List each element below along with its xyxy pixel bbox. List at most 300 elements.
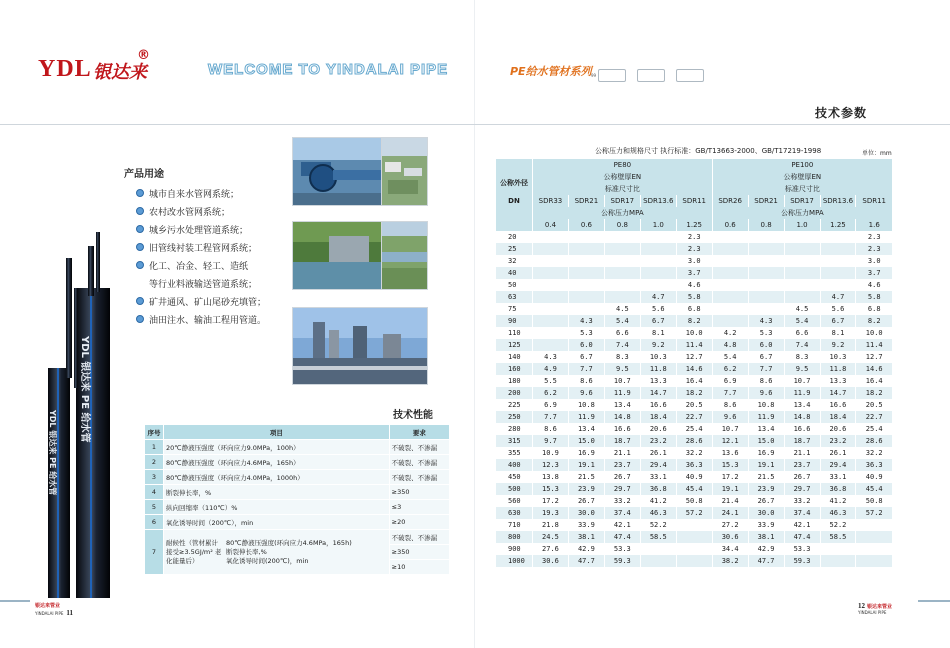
spec-cell [820,267,856,279]
spec-cell: 16.9 [568,447,604,459]
spec-cell: 57.2 [676,507,712,519]
spec-cell [533,291,569,303]
spec-dn: 75 [496,303,533,315]
spec-cell: 5.6 [820,303,856,315]
spec-cell [820,231,856,243]
spec-cell: 32.2 [856,447,892,459]
spec-cell: 10.7 [784,375,820,387]
spec-cell: 6.6 [604,327,640,339]
uses-list [136,184,266,328]
perf-req: 不破裂、不渗漏 [389,530,449,545]
spec-cell: 9.6 [712,411,748,423]
spec-cell: 36.8 [820,483,856,495]
spec-cell [748,291,784,303]
spec-unit: 单位：mm [862,150,892,157]
footer-left [35,602,73,617]
spec-cell [640,231,676,243]
spec-row [496,279,893,291]
spec-dn: 180 [496,375,533,387]
perf-row [145,455,450,470]
spec-dn: 32 [496,255,533,267]
spec-cell: 17.2 [533,495,569,507]
spec-cell: 10.8 [568,399,604,411]
spec-cell: 19.3 [533,507,569,519]
spec-cell: 37.4 [604,507,640,519]
spec-cell [820,255,856,267]
spec-cell: 18.4 [820,411,856,423]
header-box [637,69,665,82]
spec-h-pressure-pe100: 公称压力MPA [712,207,892,219]
spec-cell: 19.1 [568,459,604,471]
spec-cell: 29.4 [640,459,676,471]
header-mark: 99 [591,73,597,78]
spec-row [496,255,893,267]
spec-cell [784,255,820,267]
pipe-print-product: PE 给水管 [79,394,90,443]
spec-cell: 15.0 [568,435,604,447]
spec-cell [604,267,640,279]
perf-req: 不破裂、不渗漏 [389,455,449,470]
spec-cell: 30.0 [568,507,604,519]
use-item [136,220,266,238]
spec-cell: 6.2 [533,387,569,399]
spec-cell [712,291,748,303]
spec-cell: 9.2 [640,339,676,351]
use-item-text: 旧管线衬装工程管网系统； [149,243,258,254]
spec-cell: 14.8 [604,411,640,423]
spec-cell: 42.1 [784,519,820,531]
spec-cell: 52.2 [820,519,856,531]
spec-row [496,471,893,483]
spec-cell: 32.2 [676,447,712,459]
spec-cell: 13.3 [820,375,856,387]
spec-cell: 5.5 [533,375,569,387]
spec-cell: 20.5 [856,399,892,411]
spec-cell: 9.5 [604,363,640,375]
spec-cell [568,243,604,255]
spec-cell: 47.7 [748,555,784,567]
spec-cell: 18.2 [676,387,712,399]
spec-cell: 6.0 [568,339,604,351]
spec-cell: 15.3 [533,483,569,495]
spec-cell: 26.7 [568,495,604,507]
spec-cell [856,555,892,567]
spec-cell: 53.3 [604,543,640,555]
spec-cell: 13.4 [784,399,820,411]
spec-cell: 24.5 [533,531,569,543]
spec-cell: 6.7 [640,315,676,327]
header-box [676,69,704,82]
spec-cell: 6.7 [748,351,784,363]
spec-cell: 21.8 [533,519,569,531]
perf-item: 纵向回缩率（110℃）% [164,500,390,515]
spec-h-wall-pe100: 公称壁厚EN [712,171,892,183]
spec-sdr-label: SDR21 [568,195,604,207]
spec-dn: 20 [496,231,533,243]
brand-logo-cn: 银达来 [93,62,147,83]
footer-left-cn: 银达来管业 [35,603,61,609]
photo-river-waterworks [292,221,383,290]
spec-cell: 34.4 [712,543,748,555]
spec-cell: 6.6 [784,327,820,339]
spec-dn: 355 [496,447,533,459]
spec-dn: 50 [496,279,533,291]
bullet-icon [136,315,144,323]
spec-cell: 33.2 [604,495,640,507]
use-item [136,310,266,328]
perf-no: 3 [145,470,164,485]
spec-cell: 4.6 [676,279,712,291]
spec-row [496,339,893,351]
spec-cell [640,279,676,291]
spec-cell [748,279,784,291]
perf-req: 不破裂、不渗漏 [389,470,449,485]
spec-h-sdr-pe100: 标准尺寸比 [712,183,892,195]
pipe-print-brand: YDL [48,410,57,428]
spec-cell: 25.4 [676,423,712,435]
spec-cell: 20.5 [676,399,712,411]
spec-cell: 6.2 [712,363,748,375]
spec-cell: 16.6 [640,399,676,411]
spec-cell [568,267,604,279]
perf-item-weather [164,530,390,575]
spec-cell: 26.7 [604,471,640,483]
spec-cell: 24.1 [712,507,748,519]
spec-dn: 450 [496,471,533,483]
spec-cell: 23.9 [748,483,784,495]
spec-cell: 33.1 [640,471,676,483]
spec-cell: 16.6 [604,423,640,435]
spec-cell: 33.2 [784,495,820,507]
spec-cell [604,279,640,291]
spec-sdr-label: SDR13.6 [640,195,676,207]
spec-cell: 2.3 [856,243,892,255]
spec-cell: 28.6 [676,435,712,447]
spec-cell: 29.7 [604,483,640,495]
spec-dn: 125 [496,339,533,351]
spec-pressure-label: 1.0 [784,219,820,231]
perf-weather-sub: 断裂伸长率,% [226,547,267,556]
spec-cell [712,303,748,315]
spec-cell [784,231,820,243]
perf-req: 不破裂、不渗漏 [389,440,449,455]
spec-h-wall-pe80: 公称壁厚EN [533,171,713,183]
spec-row [496,363,893,375]
spec-cell: 50.8 [676,495,712,507]
spec-cell: 8.1 [820,327,856,339]
spec-cell: 40.9 [856,471,892,483]
pipe-print-brand-cn: 银达来 [79,361,90,392]
spec-row [496,483,893,495]
spec-cell [604,231,640,243]
spec-cell [784,267,820,279]
spec-cell: 8.2 [856,315,892,327]
spec-cell [712,243,748,255]
spec-cell: 14.6 [676,363,712,375]
spec-cell: 14.7 [640,387,676,399]
spec-cell: 11.4 [676,339,712,351]
spec-h-blank [496,207,533,219]
spec-cell: 8.6 [712,399,748,411]
spec-h-dn: DN [496,195,533,207]
spec-cell [748,267,784,279]
use-item [136,202,266,220]
spec-dn: 110 [496,327,533,339]
spec-dn: 25 [496,243,533,255]
spec-pressure-label: 1.25 [820,219,856,231]
spec-pressure-label: 0.8 [748,219,784,231]
spec-row [496,423,893,435]
spec-cell: 25.4 [856,423,892,435]
spec-row [496,543,893,555]
spec-cell: 8.1 [640,327,676,339]
spec-cell: 22.7 [676,411,712,423]
spec-sdr-label: SDR33 [533,195,569,207]
spec-cell: 23.2 [820,435,856,447]
photo-treatment-plant [381,137,428,206]
spec-cell: 22.7 [856,411,892,423]
bullet-icon [136,189,144,197]
performance-table [144,424,450,575]
spec-pressure-label: 0.6 [568,219,604,231]
spec-cell [533,255,569,267]
spec-cell: 46.3 [820,507,856,519]
pipe-print-product: PE 给水管 [48,457,57,496]
spec-cell [856,519,892,531]
spec-cell [748,231,784,243]
spec-cell: 47.7 [568,555,604,567]
spec-cell [568,255,604,267]
spec-pressure-label: 1.25 [676,219,712,231]
spec-dn: 630 [496,507,533,519]
perf-row [145,440,450,455]
spec-cell: 7.7 [748,363,784,375]
spec-dn: 140 [496,351,533,363]
spec-cell: 16.4 [676,375,712,387]
spec-cell: 29.4 [820,459,856,471]
spec-cell: 45.4 [676,483,712,495]
photo-water-pipeline [292,137,383,206]
perf-row [145,485,450,500]
spec-sdr-label: SDR17 [784,195,820,207]
uses-title: 产品用途 [124,169,164,180]
footer-right-cn: 银达来管业 [867,604,893,610]
spec-cell [533,279,569,291]
spec-cell: 3.7 [856,267,892,279]
spec-cell: 13.4 [748,423,784,435]
spec-cell: 4.7 [640,291,676,303]
spec-cell: 11.8 [820,363,856,375]
spec-cell [712,315,748,327]
spec-cell [712,231,748,243]
use-item-text: 城市自来水管网系统； [149,189,240,200]
spec-cell: 5.3 [568,327,604,339]
spec-cell [533,231,569,243]
spec-cell: 5.4 [604,315,640,327]
spec-pressure-label: 1.0 [640,219,676,231]
spec-row [496,303,893,315]
spec-cell: 52.2 [640,519,676,531]
spec-cell: 27.2 [712,519,748,531]
spec-cell: 2.3 [676,231,712,243]
spec-cell: 59.3 [784,555,820,567]
spec-cell: 5.8 [856,291,892,303]
spec-cell [676,531,712,543]
spec-cell [676,555,712,567]
spec-h-pe100: PE100 [712,159,892,171]
spec-cell: 18.4 [640,411,676,423]
spec-cell [712,279,748,291]
perf-no: 7 [145,530,164,575]
spec-cell: 33.1 [820,471,856,483]
spec-dn: 800 [496,531,533,543]
spec-cell [604,243,640,255]
use-item [136,184,266,202]
header-divider [0,124,950,125]
spec-row [496,459,893,471]
spec-cell: 5.4 [712,351,748,363]
spec-cell: 3.0 [856,255,892,267]
bullet-icon [136,207,144,215]
spec-cell [748,243,784,255]
spec-row [496,243,893,255]
spec-cell [533,243,569,255]
perf-req: ≥350 [389,545,449,560]
spec-cell [748,303,784,315]
spec-cell: 38.1 [568,531,604,543]
footer-bar [918,600,950,602]
spec-cell: 6.7 [820,315,856,327]
spec-cell: 33.9 [748,519,784,531]
spec-cell: 4.3 [533,351,569,363]
spec-cell: 13.8 [533,471,569,483]
perf-row [145,500,450,515]
spec-cell: 12.7 [856,351,892,363]
spec-cell [820,543,856,555]
spec-row [496,375,893,387]
spec-dn: 90 [496,315,533,327]
spec-cell: 9.5 [784,363,820,375]
spec-sdr-label: SDR26 [712,195,748,207]
spec-cell: 26.7 [748,495,784,507]
spec-cell: 5.8 [676,291,712,303]
spec-cell: 6.0 [748,339,784,351]
spec-cell: 11.9 [784,387,820,399]
spec-cell: 20.6 [820,423,856,435]
spec-cell: 4.6 [856,279,892,291]
spec-dn: 710 [496,519,533,531]
spec-dn: 400 [496,459,533,471]
spec-cell [676,543,712,555]
page-number-right: 12 [858,602,865,610]
spec-cell: 21.5 [568,471,604,483]
spec-row [496,267,893,279]
spec-cell: 6.7 [568,351,604,363]
spec-dn: 225 [496,399,533,411]
footer-bar [0,600,30,602]
spec-cell: 11.8 [640,363,676,375]
spec-cell: 13.6 [712,447,748,459]
spec-cell [784,291,820,303]
spec-cell [568,303,604,315]
welcome-banner: WELCOME TO YINDALAI PIPE [208,61,449,78]
spec-cell: 4.2 [712,327,748,339]
spec-cell: 10.7 [712,423,748,435]
spec-cell [820,555,856,567]
spec-cell: 33.9 [568,519,604,531]
spec-cell [856,531,892,543]
spec-cell: 6.8 [676,303,712,315]
spec-cell [533,267,569,279]
spec-cell: 27.6 [533,543,569,555]
spec-cell: 2.3 [676,243,712,255]
spec-cell [568,279,604,291]
perf-row [145,515,450,530]
pipe-print-brand: YDL [79,336,90,358]
spec-cell [568,291,604,303]
spec-cell: 20.6 [640,423,676,435]
spec-cell: 13.3 [640,375,676,387]
spec-cell: 9.6 [568,387,604,399]
spec-cell: 9.7 [533,435,569,447]
use-item-text: 城乡污水处理管道系统； [149,225,249,236]
spec-cell: 16.6 [820,399,856,411]
spec-cell: 10.3 [640,351,676,363]
spec-cell: 4.5 [604,303,640,315]
spec-cell [856,543,892,555]
spec-cell: 26.7 [784,471,820,483]
spec-cell: 12.1 [712,435,748,447]
spec-row [496,531,893,543]
spec-cell: 26.1 [820,447,856,459]
spec-cell [604,255,640,267]
performance-title: 技术性能 [393,410,433,421]
spec-cell: 38.2 [712,555,748,567]
spec-cell [533,339,569,351]
spec-cell: 10.0 [676,327,712,339]
spec-cell: 18.7 [784,435,820,447]
spec-cell: 30.6 [712,531,748,543]
page-fold [474,0,475,648]
spec-cell: 6.8 [856,303,892,315]
spec-cell: 14.8 [784,411,820,423]
spec-cell: 19.1 [712,483,748,495]
spec-row [496,495,893,507]
spec-cell: 30.6 [533,555,569,567]
use-item-text: 等行业料液输送管道系统； [149,279,258,290]
spec-row [496,411,893,423]
perf-no: 1 [145,440,164,455]
spec-cell: 10.0 [856,327,892,339]
spec-cell: 8.6 [533,423,569,435]
spec-cell: 21.1 [604,447,640,459]
spec-cell: 11.9 [748,411,784,423]
spec-pressure-label: 0.4 [533,219,569,231]
spec-row [496,291,893,303]
spec-row [496,399,893,411]
spec-sdr-label: SDR21 [748,195,784,207]
perf-weather-label: 耐候性（管材累计接受≥3.5GJ/m² 老化能量后） [166,538,222,565]
spec-cell: 37.4 [784,507,820,519]
use-item-text: 油田注水、输油工程用管道。 [149,315,267,326]
perf-req: ≤3 [389,500,449,515]
spec-sdr-label: SDR17 [604,195,640,207]
spec-cell: 30.0 [748,507,784,519]
bullet-icon [136,261,144,269]
spec-cell: 14.6 [856,363,892,375]
spec-sdr-label: SDR11 [676,195,712,207]
spec-cell: 11.9 [568,411,604,423]
